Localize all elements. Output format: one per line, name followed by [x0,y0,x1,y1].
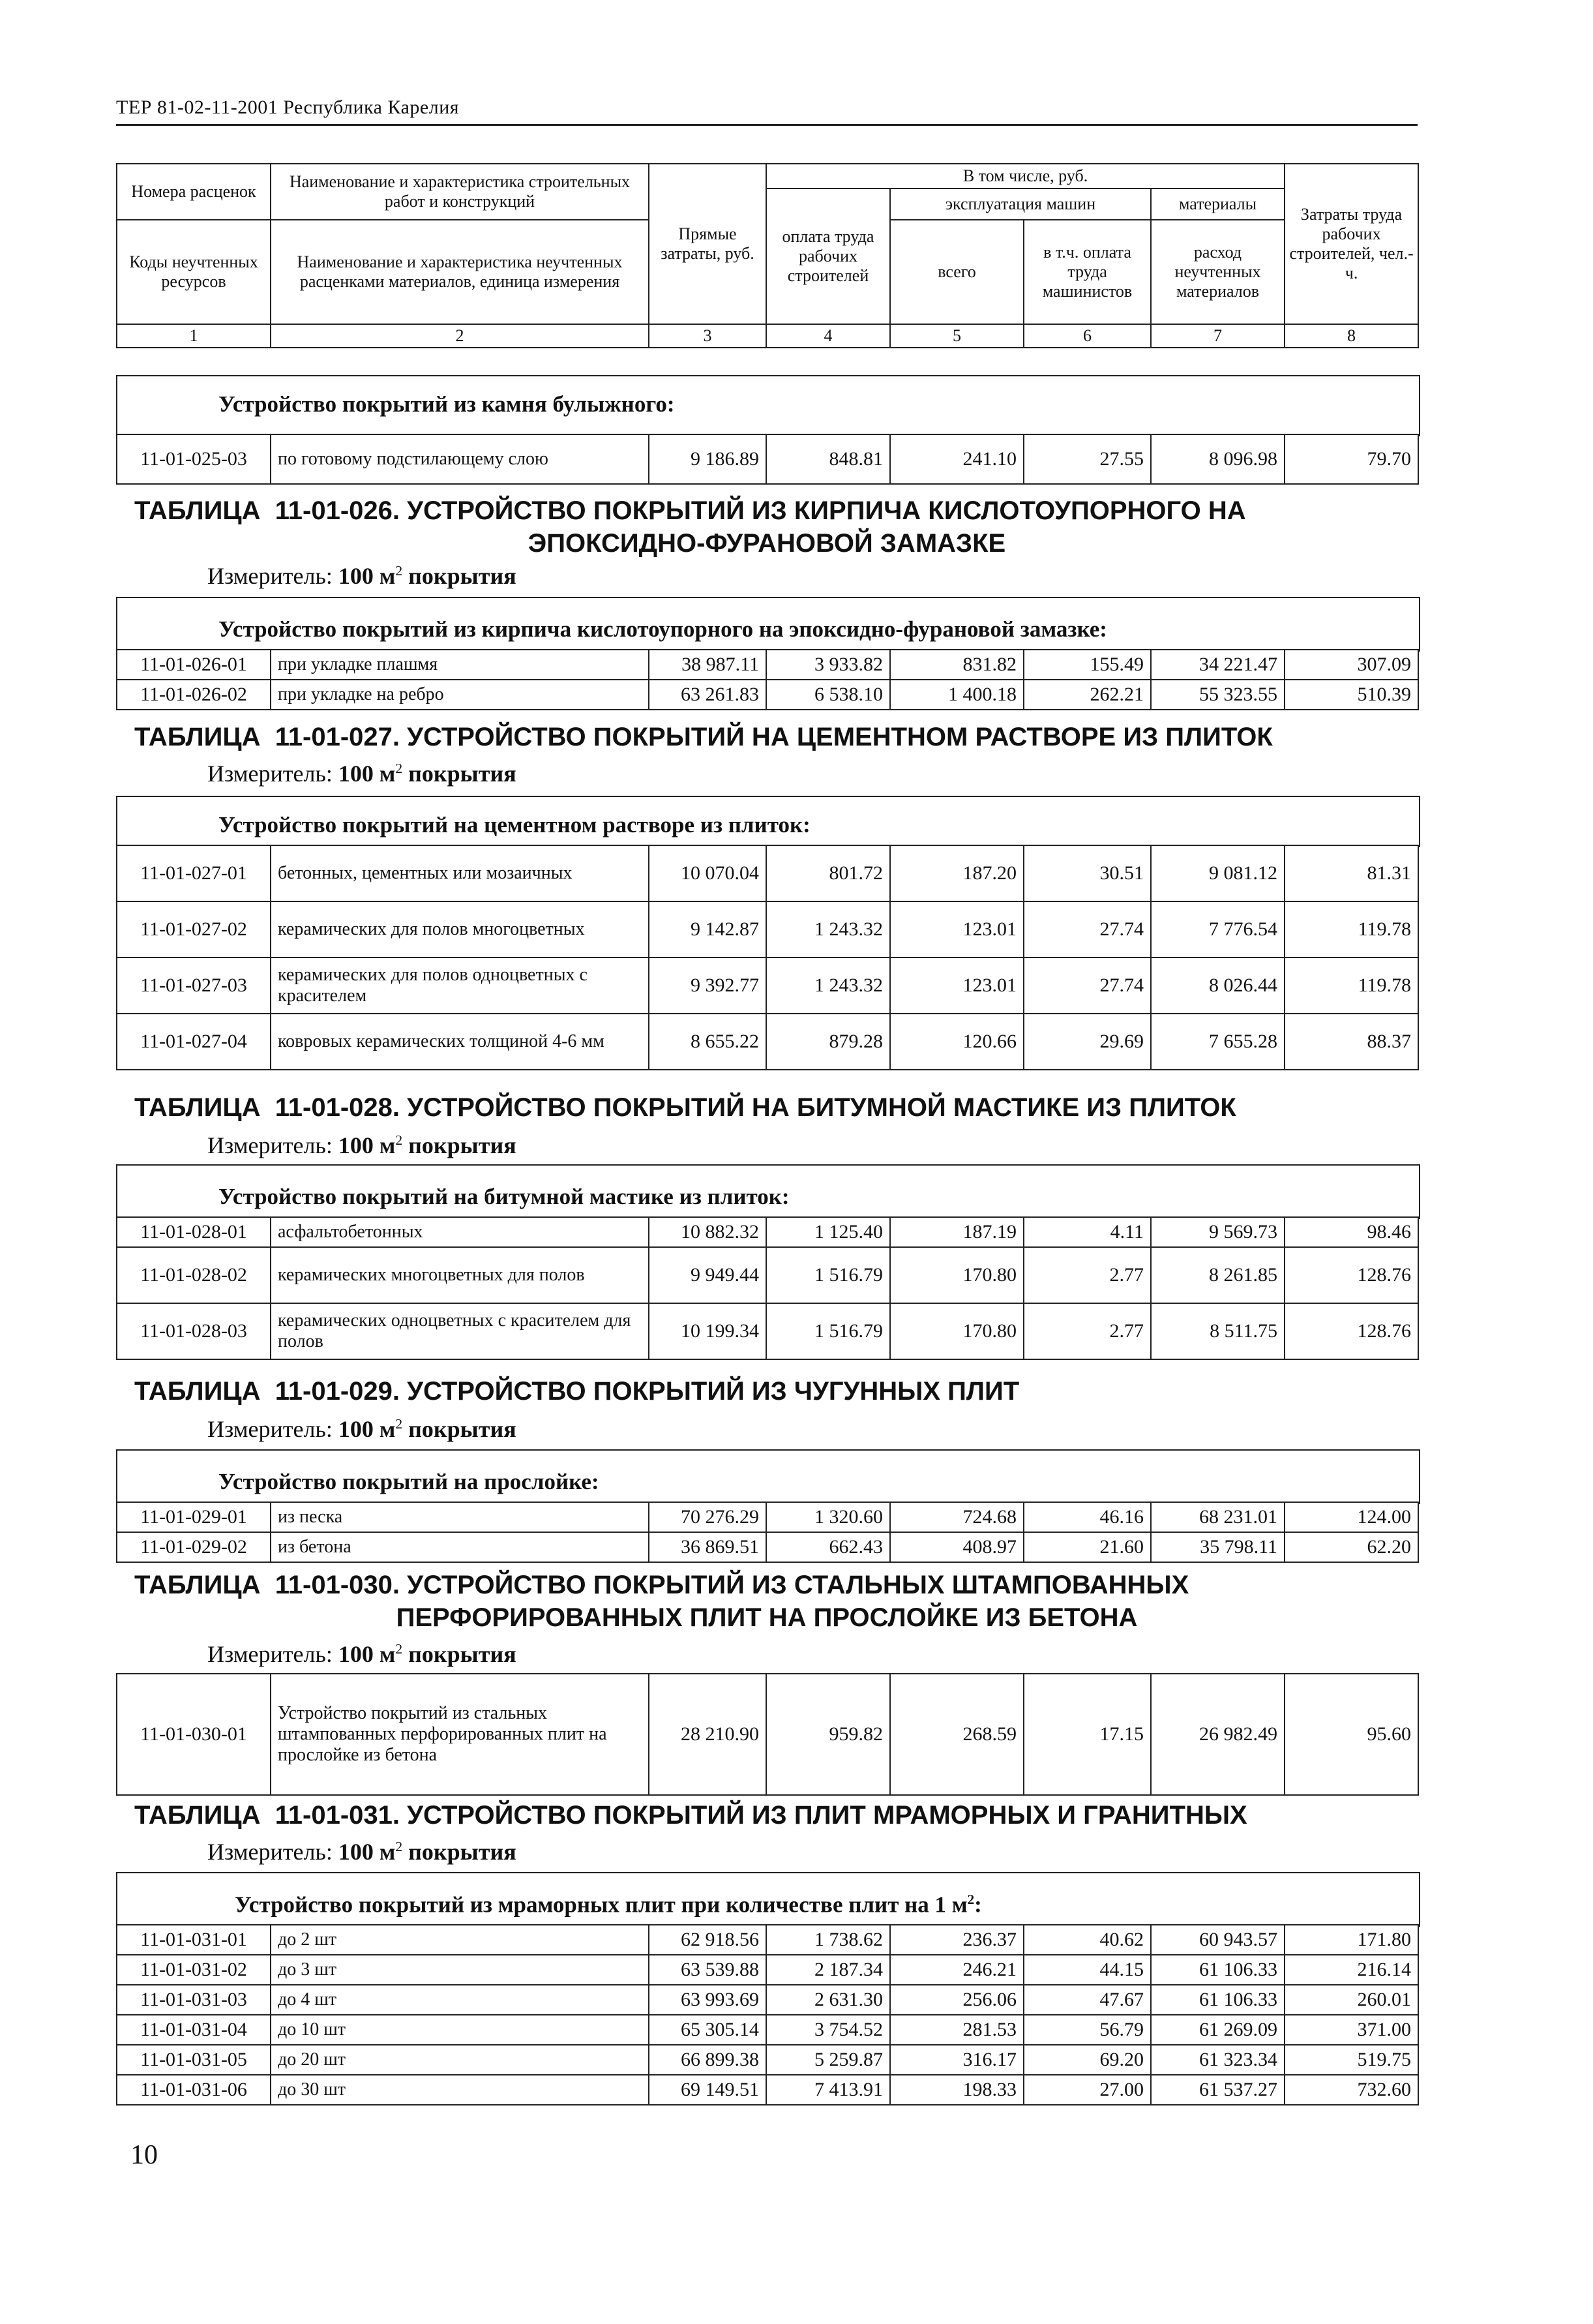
table026-title-line1: 11-01-026. УСТРОЙСТВО ПОКРЫТИЙ ИЗ КИРПИЧА КИСЛОТОУПОРНОГО НА [275,496,1246,525]
table-027-rows [116,845,1419,1070]
measure-value: 100 м [338,563,396,589]
machines-total: 198.33 [890,2075,1024,2105]
machines-total: 1 400.18 [890,680,1024,710]
machinist-wages: 17.15 [1024,1674,1151,1795]
col-number: 7 [1151,324,1285,348]
table-row [117,680,1418,710]
labor-cost: 1 243.32 [766,901,890,958]
labor-cost: 6 538.10 [766,680,890,710]
table-row [117,1303,1418,1359]
labor-hours: 732.60 [1285,2075,1418,2105]
machinist-wages: 21.60 [1024,1532,1151,1562]
machines-total: 120.66 [890,1014,1024,1070]
direct-cost: 9 949.44 [649,1247,766,1303]
labor-hours: 371.00 [1285,2015,1418,2045]
materials-cost: 61 537.27 [1151,2075,1285,2105]
incl-header: В том числе, руб. [766,164,1285,189]
machinist-wages: 2.77 [1024,1303,1151,1359]
table-row [117,901,1418,958]
machines-total: 170.80 [890,1303,1024,1359]
direct-cost: 9 142.87 [649,901,766,958]
col-number: 5 [890,324,1024,348]
labor-hours: 510.39 [1285,680,1418,710]
col-number: 4 [766,324,890,348]
measure-sup: 2 [395,1839,403,1854]
labor-cost: 1 243.32 [766,958,890,1014]
direct-cost: 10 882.32 [649,1217,766,1247]
table-row [117,2015,1418,2045]
direct-cost: 10 199.34 [649,1303,766,1359]
table-row [117,1985,1418,2015]
labor-cost: 1 516.79 [766,1303,890,1359]
table027-measure [207,760,516,787]
table-030-rows [116,1673,1419,1796]
table-026-rows [116,649,1419,710]
work-name: до 20 шт [271,2045,649,2075]
machines-total: 268.59 [890,1674,1024,1795]
machinist-wages: 27.55 [1024,434,1151,484]
table026-measure [207,562,516,590]
labor-hours: 124.00 [1285,1502,1418,1532]
col-number: 3 [649,324,766,348]
table029-title-line1: 11-01-029. УСТРОЙСТВО ПОКРЫТИЙ ИЗ ЧУГУННЫХ ПЛИТ [275,1377,1020,1406]
measure-unit: покрытия [408,563,516,589]
labor-cost: 1 738.62 [766,1925,890,1955]
labor-cost: 1 516.79 [766,1247,890,1303]
table031-caption [235,1892,982,1918]
measure-unit: покрытия [408,1132,516,1158]
labor-hours: 81.31 [1285,845,1418,901]
direct-cost: 28 210.90 [649,1674,766,1795]
measure-value: 100 м [338,1641,396,1667]
machinist-wages: 27.74 [1024,901,1151,958]
direct-cost: 8 655.22 [649,1014,766,1070]
materials-cost: 7 655.28 [1151,1014,1285,1070]
materials-cost: 61 106.33 [1151,1955,1285,1985]
machinist-wages: 69.20 [1024,2045,1151,2075]
col2-top-header: Наименование и характеристика строительных работ и конструкций [271,164,649,220]
rate-code: 11-01-027-03 [117,958,271,1014]
measure-value: 100 м [338,1839,396,1865]
labor-hours: 119.78 [1285,901,1418,958]
machines-total: 246.21 [890,1955,1024,1985]
table028-measure [207,1132,516,1159]
direct-cost: 69 149.51 [649,2075,766,2105]
direct-cost: 62 918.56 [649,1925,766,1955]
table-row [117,650,1418,680]
table031-title [116,1799,1418,1832]
table-row [117,2045,1418,2075]
machinist-wages: 27.00 [1024,2075,1151,2105]
table029-measure [207,1415,516,1443]
work-name: при укладке плашмя [271,650,649,680]
table-row [117,1502,1418,1532]
machinist-wages: 40.62 [1024,1925,1151,1955]
direct-cost: 10 070.04 [649,845,766,901]
table-row [117,1014,1418,1070]
table-row [117,1955,1418,1985]
table026-title-prefix: ТАБЛИЦА [134,496,261,525]
measure-value: 100 м [338,1416,396,1442]
work-name: до 30 шт [271,2075,649,2105]
machines-total: 831.82 [890,650,1024,680]
rate-code: 11-01-031-02 [117,1955,271,1985]
table029-title-prefix: ТАБЛИЦА [134,1377,261,1406]
labor-hours: 88.37 [1285,1014,1418,1070]
labor-cost: 7 413.91 [766,2075,890,2105]
rate-code: 11-01-027-01 [117,845,271,901]
table026-title-line2: ЭПОКСИДНО-ФУРАНОВОЙ ЗАМАЗКЕ [528,529,1006,558]
table028-title-prefix: ТАБЛИЦА [134,1093,261,1122]
table028-caption: Устройство покрытий на битумной мастике из плиток: [218,1184,790,1209]
machinist-wages: 262.21 [1024,680,1151,710]
col-number: 6 [1024,324,1151,348]
table031-title-line1: 11-01-031. УСТРОЙСТВО ПОКРЫТИЙ ИЗ ПЛИТ МРАМОРНЫХ И ГРАНИТНЫХ [275,1801,1247,1830]
measure-label: Измеритель: [207,1839,333,1865]
measure-sup: 2 [395,1416,403,1432]
table-row [117,845,1418,901]
labor-hours: 79.70 [1285,434,1418,484]
direct-cost: 38 987.11 [649,650,766,680]
table030-title-line2: ПЕРФОРИРОВАННЫХ ПЛИТ НА ПРОСЛОЙКЕ ИЗ БЕТОНА [396,1603,1138,1632]
labor-cost: 848.81 [766,434,890,484]
col-number: 8 [1285,324,1418,348]
labor-hours: 119.78 [1285,958,1418,1014]
table-row [117,1674,1418,1795]
rate-code: 11-01-029-02 [117,1532,271,1562]
measure-label: Измеритель: [207,1132,333,1158]
machines-total: 408.97 [890,1532,1024,1562]
table031-caption-end: : [974,1892,982,1918]
document-header: ТЕР 81-02-11-2001 Республика Карелия [116,97,460,118]
materials-cost: 8 026.44 [1151,958,1285,1014]
labor-cost: 959.82 [766,1674,890,1795]
col6-header: в т.ч. оплата труда машинистов [1024,220,1151,324]
table029-caption: Устройство покрытий на прослойке: [218,1469,599,1494]
work-name: бетонных, цементных или мозаичных [271,845,649,901]
work-name: керамических для полов многоцветных [271,901,649,958]
table031-measure [207,1838,516,1865]
machinist-wages: 47.67 [1024,1985,1151,2015]
table030-title-line1: 11-01-030. УСТРОЙСТВО ПОКРЫТИЙ ИЗ СТАЛЬНЫХ ШТАМПОВАННЫХ [275,1571,1189,1599]
table-028-rows [116,1216,1419,1360]
direct-cost: 9 392.77 [649,958,766,1014]
machines-total: 281.53 [890,2015,1024,2045]
table-row [117,1925,1418,1955]
measure-unit: покрытия [408,1839,516,1865]
labor-cost: 5 259.87 [766,2045,890,2075]
rate-code: 11-01-027-02 [117,901,271,958]
labor-hours: 62.20 [1285,1532,1418,1562]
direct-cost: 65 305.14 [649,2015,766,2045]
block025-caption: Устройство покрытий из камня булыжного: [218,391,675,417]
rate-code: 11-01-031-05 [117,2045,271,2075]
rate-code: 11-01-031-04 [117,2015,271,2045]
rate-code: 11-01-027-04 [117,1014,271,1070]
materials-cost: 8 261.85 [1151,1247,1285,1303]
machinist-wages: 155.49 [1024,650,1151,680]
measure-label: Измеритель: [207,1641,333,1667]
direct-cost: 63 993.69 [649,1985,766,2015]
page-number: 10 [130,2140,158,2170]
table026-caption: Устройство покрытий из кирпича кислотоупорного на эпоксидно-фурановой замазке: [218,616,1107,642]
work-name: керамических одноцветных с красителем для полов [271,1303,649,1359]
measure-value: 100 м [338,761,396,787]
labor-cost: 879.28 [766,1014,890,1070]
table030-measure [207,1640,516,1668]
materials-cost: 9 569.73 [1151,1217,1285,1247]
direct-cost: 9 186.89 [649,434,766,484]
work-name: при укладке на ребро [271,680,649,710]
measure-unit: покрытия [408,761,516,787]
materials-cost: 35 798.11 [1151,1532,1285,1562]
work-name: керамических многоцветных для полов [271,1247,649,1303]
col3-header: Прямые затраты, руб. [649,164,766,324]
machinist-wages: 56.79 [1024,2015,1151,2045]
work-name: по готовому подстилающему слою [271,434,649,484]
machinist-wages: 4.11 [1024,1217,1151,1247]
labor-cost: 2 631.30 [766,1985,890,2015]
table028-title [116,1091,1418,1124]
measure-sup: 2 [395,761,403,776]
table-025-rows [116,434,1419,485]
table-row [117,1247,1418,1303]
machines-total: 187.19 [890,1217,1024,1247]
machines-total: 170.80 [890,1247,1024,1303]
labor-hours: 216.14 [1285,1955,1418,1985]
labor-hours: 128.76 [1285,1247,1418,1303]
machines-total: 123.01 [890,958,1024,1014]
materials-cost: 68 231.01 [1151,1502,1285,1532]
measure-sup: 2 [395,1641,403,1657]
labor-hours: 128.76 [1285,1303,1418,1359]
table026-title [116,494,1418,560]
labor-cost: 1 320.60 [766,1502,890,1532]
col5-header: всего [890,220,1024,324]
materials-cost: 60 943.57 [1151,1925,1285,1955]
measure-sup: 2 [395,1132,403,1148]
rate-code: 11-01-031-06 [117,2075,271,2105]
labor-cost: 2 187.34 [766,1955,890,1985]
machines-total: 236.37 [890,1925,1024,1955]
rate-code: 11-01-026-02 [117,680,271,710]
table-row [117,958,1418,1014]
direct-cost: 70 276.29 [649,1502,766,1532]
table-row [117,2075,1418,2105]
machinist-wages: 27.74 [1024,958,1151,1014]
machines-total: 187.20 [890,845,1024,901]
labor-cost: 3 933.82 [766,650,890,680]
table031-caption-text: Устройство покрытий из мраморных плит при количестве плит на 1 м [235,1892,968,1918]
rate-code: 11-01-028-02 [117,1247,271,1303]
table-029-rows [116,1502,1419,1563]
labor-hours: 307.09 [1285,650,1418,680]
table031-title-prefix: ТАБЛИЦА [134,1801,261,1830]
measure-unit: покрытия [408,1416,516,1442]
labor-cost: 801.72 [766,845,890,901]
machines-total: 241.10 [890,434,1024,484]
table029-title [116,1375,1418,1408]
work-name: Устройство покрытий из стальных штампованных перфорированных плит на прослойке из бетона [271,1674,649,1795]
materials-cost: 55 323.55 [1151,680,1285,710]
direct-cost: 66 899.38 [649,2045,766,2075]
table027-caption: Устройство покрытий на цементном растворе из плиток: [218,812,811,838]
labor-hours: 98.46 [1285,1217,1418,1247]
rate-code: 11-01-028-03 [117,1303,271,1359]
col-number: 1 [117,324,271,348]
labor-cost: 3 754.52 [766,2015,890,2045]
table027-title-prefix: ТАБЛИЦА [134,723,261,751]
rate-code: 11-01-028-01 [117,1217,271,1247]
machinist-wages: 46.16 [1024,1502,1151,1532]
table-row [117,434,1418,484]
materials-cost: 26 982.49 [1151,1674,1285,1795]
materials-cost: 8 096.98 [1151,434,1285,484]
work-name: до 10 шт [271,2015,649,2045]
measure-unit: покрытия [408,1641,516,1667]
work-name: до 4 шт [271,1985,649,2015]
measure-sup: 2 [395,563,403,579]
machines-total: 724.68 [890,1502,1024,1532]
rate-code: 11-01-029-01 [117,1502,271,1532]
machinist-wages: 44.15 [1024,1955,1151,1985]
work-name: асфальтобетонных [271,1217,649,1247]
machines-total: 316.17 [890,2045,1024,2075]
machinist-wages: 29.69 [1024,1014,1151,1070]
table027-title-line1: 11-01-027. УСТРОЙСТВО ПОКРЫТИЙ НА ЦЕМЕНТНОМ РАСТВОРЕ ИЗ ПЛИТОК [275,723,1273,751]
direct-cost: 36 869.51 [649,1532,766,1562]
machines-header: эксплуатация машин [890,189,1151,220]
col1-top-header: Номера расценок [117,164,271,220]
direct-cost: 63 261.83 [649,680,766,710]
col4-header: оплата труда рабочих строителей [766,189,890,324]
labor-cost: 1 125.40 [766,1217,890,1247]
work-name: из бетона [271,1532,649,1562]
col7-header: расход неучтенных материалов [1151,220,1285,324]
measure-label: Измеритель: [207,563,333,589]
measure-value: 100 м [338,1132,396,1158]
labor-hours: 95.60 [1285,1674,1418,1795]
direct-cost: 63 539.88 [649,1955,766,1985]
col1-bottom-header: Коды неучтенных ресурсов [117,220,271,324]
table031-caption-sup: 2 [967,1892,975,1907]
labor-hours: 519.75 [1285,2045,1418,2075]
work-name: до 2 шт [271,1925,649,1955]
materials-cost: 61 323.34 [1151,2045,1285,2075]
rate-code: 11-01-030-01 [117,1674,271,1795]
materials-cost: 61 269.09 [1151,2015,1285,2045]
labor-hours: 260.01 [1285,1985,1418,2015]
materials-header: материалы [1151,189,1285,220]
labor-hours: 171.80 [1285,1925,1418,1955]
table028-title-line1: 11-01-028. УСТРОЙСТВО ПОКРЫТИЙ НА БИТУМНОЙ МАСТИКЕ ИЗ ПЛИТОК [275,1093,1236,1122]
labor-cost: 662.43 [766,1532,890,1562]
work-name: ковровых керамических толщиной 4-6 мм [271,1014,649,1070]
rate-code: 11-01-031-01 [117,1925,271,1955]
rate-code: 11-01-025-03 [117,434,271,484]
table-row [117,1217,1418,1247]
materials-cost: 7 776.54 [1151,901,1285,958]
materials-cost: 34 221.47 [1151,650,1285,680]
machines-total: 256.06 [890,1985,1024,2015]
table027-title [116,721,1418,753]
machinist-wages: 2.77 [1024,1247,1151,1303]
materials-cost: 8 511.75 [1151,1303,1285,1359]
materials-cost: 61 106.33 [1151,1985,1285,2015]
measure-label: Измеритель: [207,1416,333,1442]
work-name: из песка [271,1502,649,1532]
column-header-table [116,163,1419,348]
col-number: 2 [271,324,649,348]
table-031-rows [116,1924,1419,2105]
measure-label: Измеритель: [207,761,333,787]
work-name: до 3 шт [271,1955,649,1985]
table030-title-prefix: ТАБЛИЦА [134,1571,261,1599]
col2-bottom-header: Наименование и характеристика неучтенных расценками материалов, единица измерения [271,220,649,324]
work-name: керамических для полов одноцветных с красителем [271,958,649,1014]
machines-total: 123.01 [890,901,1024,958]
rate-code: 11-01-031-03 [117,1985,271,2015]
header-rule [116,124,1418,126]
table030-title [116,1569,1418,1634]
rate-code: 11-01-026-01 [117,650,271,680]
machinist-wages: 30.51 [1024,845,1151,901]
table-row [117,1532,1418,1562]
materials-cost: 9 081.12 [1151,845,1285,901]
col8-header: Затраты труда рабочих строителей, чел.-ч. [1285,164,1418,324]
